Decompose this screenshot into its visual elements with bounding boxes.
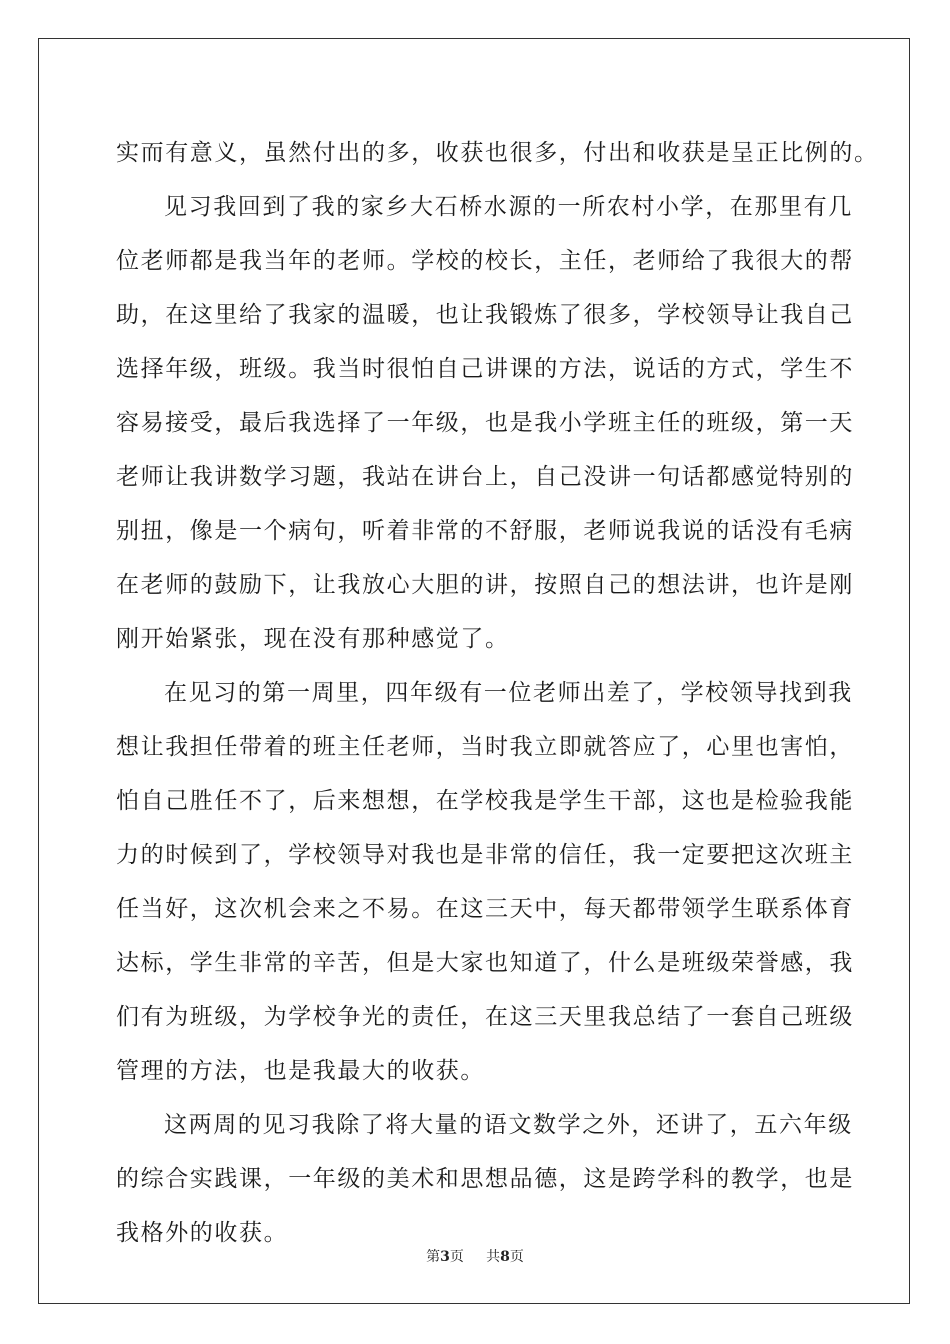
text-line: 管理的方法，也是我最大的收获。 [116, 1058, 485, 1084]
total-pages [486, 1249, 524, 1265]
paragraph-start-line: 在见习的第一周里，四年级有一位老师出差了，学校领导找到我 [164, 680, 853, 706]
text-line: 助，在这里给了我家的温暖，也让我锻炼了很多，学校领导让我自己 [116, 302, 854, 328]
paragraph-start-line: 这两周的见习我除了将大量的语文数学之外，还讲了，五六年级 [164, 1112, 853, 1138]
page-number [426, 1249, 464, 1265]
text-line: 的综合实践课，一年级的美术和思想品德，这是跨学科的教学，也是 [116, 1166, 854, 1192]
text-line: 想让我担任带着的班主任老师，当时我立即就答应了，心里也害怕， [116, 734, 854, 760]
text-line: 达标，学生非常的辛苦，但是大家也知道了，什么是班级荣誉感，我 [116, 950, 854, 976]
text-line: 怕自己胜任不了，后来想想，在学校我是学生干部，这也是检验我能 [116, 788, 854, 814]
text-line: 我格外的收获。 [116, 1220, 289, 1246]
text-line: 容易接受，最后我选择了一年级，也是我小学班主任的班级，第一天 [116, 410, 854, 436]
total-suffix: 页 [509, 1249, 524, 1265]
page-footer [0, 1246, 950, 1266]
text-line: 实而有意义，虽然付出的多，收获也很多，付出和收获是呈正比例的。 [116, 140, 879, 166]
text-line: 们有为班级，为学校争光的责任，在这三天里我总结了一套自己班级 [116, 1004, 854, 1030]
text-line: 力的时候到了，学校领导对我也是非常的信任，我一定要把这次班主 [116, 842, 854, 868]
text-line: 刚开始紧张，现在没有那种感觉了。 [116, 626, 510, 652]
current-page-number: 3 [440, 1249, 450, 1265]
total-prefix: 共 [486, 1249, 501, 1265]
document-body [116, 126, 879, 1260]
paragraph-start-line: 见习我回到了我的家乡大石桥水源的一所农村小学，在那里有几 [164, 194, 853, 220]
text-line: 别扭，像是一个病句，听着非常的不舒服，老师说我说的话没有毛病 [116, 518, 854, 544]
page-prefix: 第 [426, 1249, 441, 1265]
text-line: 位老师都是我当年的老师。学校的校长，主任，老师给了我很大的帮 [116, 248, 854, 274]
text-line: 老师让我讲数学习题，我站在讲台上，自己没讲一句话都感觉特别的 [116, 464, 854, 490]
text-line: 在老师的鼓励下，让我放心大胆的讲，按照自己的想法讲，也许是刚 [116, 572, 854, 598]
text-line: 任当好，这次机会来之不易。在这三天中，每天都带领学生联系体育 [116, 896, 854, 922]
total-page-count: 8 [500, 1249, 510, 1265]
page-suffix: 页 [449, 1249, 464, 1265]
text-line: 选择年级，班级。我当时很怕自己讲课的方法，说话的方式，学生不 [116, 356, 854, 382]
